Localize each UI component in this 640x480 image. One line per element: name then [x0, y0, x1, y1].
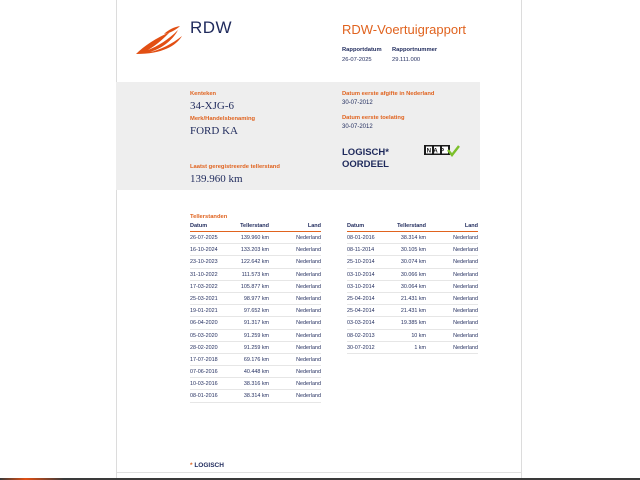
row-reading: 19.385 km: [400, 320, 426, 327]
row-date: 08-11-2014: [347, 247, 375, 254]
plate-value: 34-XJG-6: [190, 100, 234, 112]
row-reading: 40.448 km: [243, 369, 269, 376]
row-date: 06-04-2020: [190, 320, 218, 327]
row-date: 30-07-2012: [347, 344, 375, 351]
header-country: Land: [464, 223, 478, 229]
row-country: Nederland: [296, 356, 321, 363]
table-row: [190, 354, 321, 366]
table-row: [347, 305, 478, 317]
odometer-table-right: [347, 222, 478, 354]
table-row: [347, 330, 478, 342]
row-country: Nederland: [296, 295, 321, 302]
first-admission-label: Datum eerste toelating: [342, 115, 405, 121]
row-reading: 139.960 km: [240, 235, 269, 241]
row-date: 03-10-2014: [347, 271, 375, 278]
header-date: Datum: [190, 223, 208, 229]
row-date: 03-03-2014: [347, 320, 375, 327]
row-country: Nederland: [453, 247, 478, 254]
table-row: [190, 232, 321, 244]
row-date: 25-04-2014: [347, 308, 375, 315]
table-row: [190, 342, 321, 354]
table-row: [347, 256, 478, 268]
row-date: 17-07-2018: [190, 356, 218, 363]
row-date: 10-03-2016: [190, 381, 218, 388]
row-date: 25-03-2021: [190, 295, 218, 302]
row-country: Nederland: [296, 369, 321, 376]
header-reading: Tellerstand: [397, 223, 426, 229]
row-reading: 133.203 km: [240, 247, 269, 254]
report-number-label: Rapportnummer: [392, 47, 438, 53]
page-divider: [117, 472, 521, 473]
row-country: Nederland: [296, 259, 321, 266]
row-country: Nederland: [296, 332, 321, 339]
report-date-value: 26-07-2025: [342, 57, 372, 63]
row-reading: 21.431 km: [400, 295, 426, 302]
row-reading: 111.573 km: [241, 271, 269, 278]
row-reading: 122.642 km: [240, 259, 269, 266]
brand-name: RDW: [190, 18, 233, 37]
row-date: 05-03-2020: [190, 332, 218, 339]
row-country: Nederland: [296, 235, 321, 241]
row-reading: 105.877 km: [240, 283, 269, 290]
row-date: 17-03-2022: [190, 283, 218, 290]
row-country: Nederland: [296, 271, 321, 278]
header-reading: Tellerstand: [240, 223, 269, 229]
table-row: [347, 317, 478, 329]
table-row: [190, 256, 321, 268]
row-reading: 30.074 km: [400, 259, 426, 266]
table-row: [347, 244, 478, 256]
table-row: [190, 269, 321, 281]
row-country: Nederland: [296, 393, 321, 400]
table-row: [190, 378, 321, 390]
row-reading: 30.064 km: [400, 283, 426, 290]
row-country: Nederland: [453, 235, 478, 241]
row-reading: 38.314 km: [400, 235, 426, 241]
row-country: Nederland: [453, 332, 478, 339]
verdict: [342, 147, 389, 171]
header-date: Datum: [347, 223, 365, 229]
first-nl-label: Datum eerste afgifte in Nederland: [342, 91, 435, 97]
row-date: 07-06-2016: [190, 369, 218, 376]
row-reading: 91.259 km: [243, 332, 269, 339]
header-country: Land: [307, 223, 321, 229]
row-date: 16-10-2024: [190, 247, 218, 254]
table-row: [347, 342, 478, 354]
row-reading: 10 km: [411, 332, 426, 339]
row-country: Nederland: [453, 259, 478, 266]
row-country: Nederland: [453, 283, 478, 290]
row-date: 25-04-2014: [347, 295, 375, 302]
odometer-table-title: Tellerstanden: [190, 214, 228, 220]
row-date: 08-02-2013: [347, 332, 375, 339]
row-date: 08-01-2016: [347, 235, 375, 241]
table-row: [190, 293, 321, 305]
row-country: Nederland: [296, 283, 321, 290]
row-reading: 30.105 km: [400, 247, 426, 254]
row-country: Nederland: [296, 308, 321, 315]
row-date: 28-02-2020: [190, 344, 218, 351]
row-reading: 91.259 km: [243, 344, 269, 351]
row-date: 08-01-2016: [190, 393, 218, 400]
report-title: RDW-Voertuigrapport: [342, 22, 467, 37]
row-country: Nederland: [453, 271, 478, 278]
table-header: [347, 222, 478, 232]
first-admission-value: 30-07-2012: [342, 124, 373, 130]
row-country: Nederland: [453, 344, 478, 351]
table-row: [347, 281, 478, 293]
row-date: 31-10-2022: [190, 271, 218, 278]
make-value: FORD KA: [190, 125, 238, 137]
first-nl-value: 30-07-2012: [342, 100, 373, 106]
vehicle-summary-band: [116, 82, 480, 190]
row-country: Nederland: [296, 381, 321, 388]
table-row: [190, 305, 321, 317]
row-reading: 21.431 km: [400, 308, 426, 315]
nap-badge-icon: [424, 145, 460, 159]
table-row: [347, 269, 478, 281]
row-reading: 91.317 km: [243, 320, 269, 327]
odometer-label: Laatst geregistreerde tellerstand: [190, 164, 280, 170]
footnote-text: LOGISCH: [192, 462, 224, 469]
row-date: 25-10-2014: [347, 259, 375, 266]
row-country: Nederland: [296, 344, 321, 351]
report-date-label: Rapportdatum: [342, 47, 382, 53]
nap-badge-text: NAP: [426, 147, 447, 155]
row-country: Nederland: [453, 295, 478, 302]
row-reading: 30.066 km: [400, 271, 426, 278]
row-reading: 97.652 km: [243, 308, 269, 315]
verdict-line-2: OORDEEL: [342, 159, 389, 170]
table-row: [190, 317, 321, 329]
odometer-value: 139.960 km: [190, 173, 243, 185]
footnote-star: *: [190, 462, 193, 469]
row-reading: 38.316 km: [243, 381, 269, 388]
table-row: [190, 366, 321, 378]
row-reading: 69.176 km: [243, 356, 269, 363]
row-date: 03-10-2014: [347, 283, 375, 290]
row-date: 26-07-2025: [190, 235, 218, 241]
footnote: [190, 462, 224, 469]
row-country: Nederland: [453, 308, 478, 315]
report-number-value: 29.111.000: [392, 57, 421, 63]
row-country: Nederland: [296, 320, 321, 327]
row-date: 23-10-2023: [190, 259, 218, 266]
odometer-table-left: [190, 222, 321, 403]
row-reading: 1 km: [414, 344, 426, 351]
verdict-line-1: LOGISCH*: [342, 147, 389, 158]
table-row: [190, 390, 321, 402]
table-row: [190, 281, 321, 293]
table-row: [347, 232, 478, 244]
table-row: [190, 330, 321, 342]
row-date: 19-01-2021: [190, 308, 218, 315]
table-row: [190, 244, 321, 256]
table-header: [190, 222, 321, 232]
row-reading: 98.977 km: [243, 295, 269, 302]
row-country: Nederland: [296, 247, 321, 254]
table-row: [347, 293, 478, 305]
row-reading: 38.314 km: [243, 393, 269, 400]
make-label: Merk/Handelsbenaming: [190, 116, 256, 122]
row-country: Nederland: [453, 320, 478, 327]
plate-label: Kenteken: [190, 91, 217, 97]
rdw-logo-icon: [134, 24, 186, 56]
